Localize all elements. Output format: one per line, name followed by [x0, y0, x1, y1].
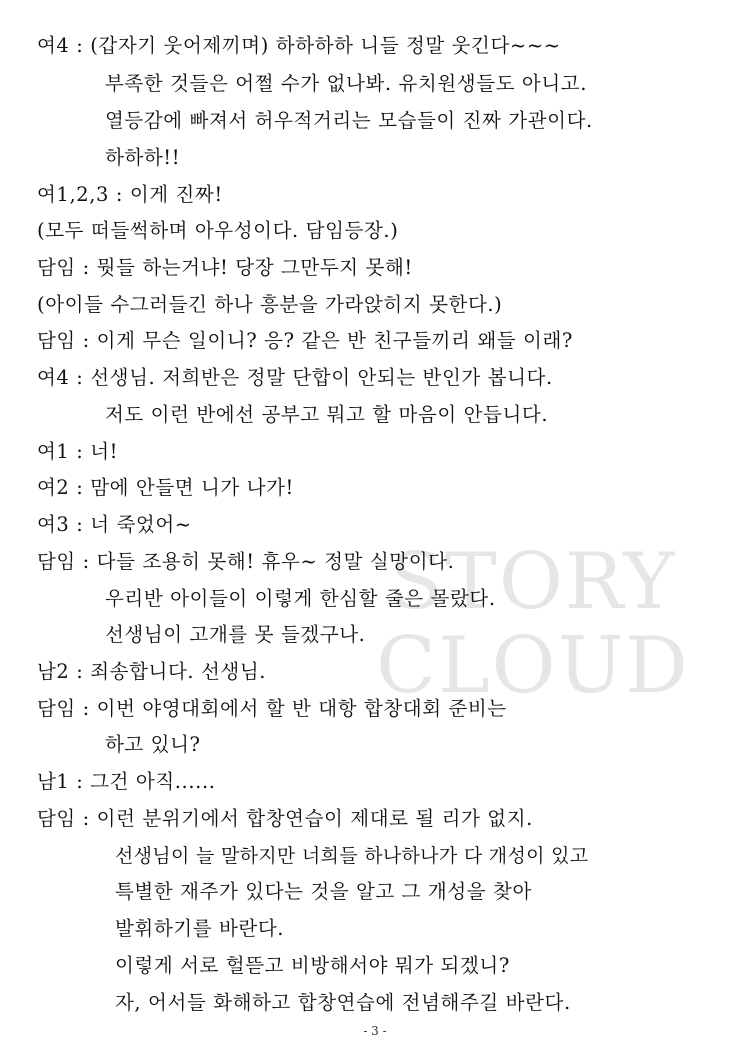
dialogue-line: 자, 어서들 화해하고 합창연습에 전념해주길 바란다. — [115, 991, 571, 1014]
watermark-line-1: STORY — [389, 537, 677, 627]
dialogue-line: 남2 : 죄송합니다. 선생님. — [37, 660, 267, 683]
dialogue-line: 여1,2,3 : 이게 진짜! — [37, 183, 223, 206]
dialogue-line: 여3 : 너 죽었어~ — [37, 513, 192, 536]
dialogue-line: 열등감에 빠져서 허우적거리는 모습들이 진짜 가관이다. — [105, 109, 593, 132]
dialogue-line: 담임 : 뭣들 하는거냐! 당장 그만두지 못해! — [37, 256, 413, 279]
dialogue-line: 우리반 아이들이 이렇게 한심할 줄은 몰랐다. — [105, 587, 496, 610]
dialogue-line: 특별한 재주가 있다는 것을 알고 그 개성을 찾아 — [115, 880, 532, 903]
watermark-line-2: CLOUD — [376, 621, 690, 711]
stage-direction: (모두 떠들썩하며 아우성이다. 담임등장.) — [37, 219, 399, 242]
page-number: - 3 - — [363, 1024, 387, 1038]
dialogue-line: 이렇게 서로 헐뜯고 비방해서야 뭐가 되겠니? — [115, 954, 510, 977]
dialogue-line: 여1 : 너! — [37, 440, 119, 463]
dialogue-line: 발휘하기를 바란다. — [115, 917, 285, 940]
dialogue-line: 여4 : (갑자기 웃어제끼며) 하하하하 니들 정말 웃긴다~~~ — [37, 34, 561, 57]
stage-direction: (아이들 수그러들긴 하나 흥분을 가라앉히지 못한다.) — [37, 293, 503, 316]
dialogue-line: 담임 : 이번 야영대회에서 할 반 대항 합창대회 준비는 — [37, 697, 507, 720]
dialogue-line: 부족한 것들은 어쩔 수가 없나봐. 유치원생들도 아니고. — [105, 72, 588, 95]
dialogue-line: 선생님이 고개를 못 들겠구나. — [105, 623, 366, 646]
dialogue-line: 담임 : 이런 분위기에서 합창연습이 제대로 될 리가 없지. — [37, 807, 533, 830]
dialogue-line: 남1 : 그건 아직...... — [37, 770, 216, 793]
dialogue-line: 여2 : 맘에 안들면 니가 나가! — [37, 476, 294, 499]
dialogue-line: 담임 : 다들 조용히 못해! 휴우~ 정말 실망이다. — [37, 550, 455, 573]
dialogue-line: 담임 : 이게 무슨 일이니? 응? 같은 반 친구들끼리 왜들 이래? — [37, 329, 573, 352]
dialogue-line: 선생님이 늘 말하지만 너희들 하나하나가 다 개성이 있고 — [115, 845, 589, 867]
dialogue-line: 여4 : 선생님. 저희반은 정말 단합이 안되는 반인가 봅니다. — [37, 366, 553, 389]
dialogue-line: 저도 이런 반에선 공부고 뭐고 할 마음이 안듭니다. — [105, 403, 549, 426]
dialogue-line: 하고 있니? — [105, 733, 201, 756]
dialogue-line: 하하하!! — [105, 146, 181, 169]
